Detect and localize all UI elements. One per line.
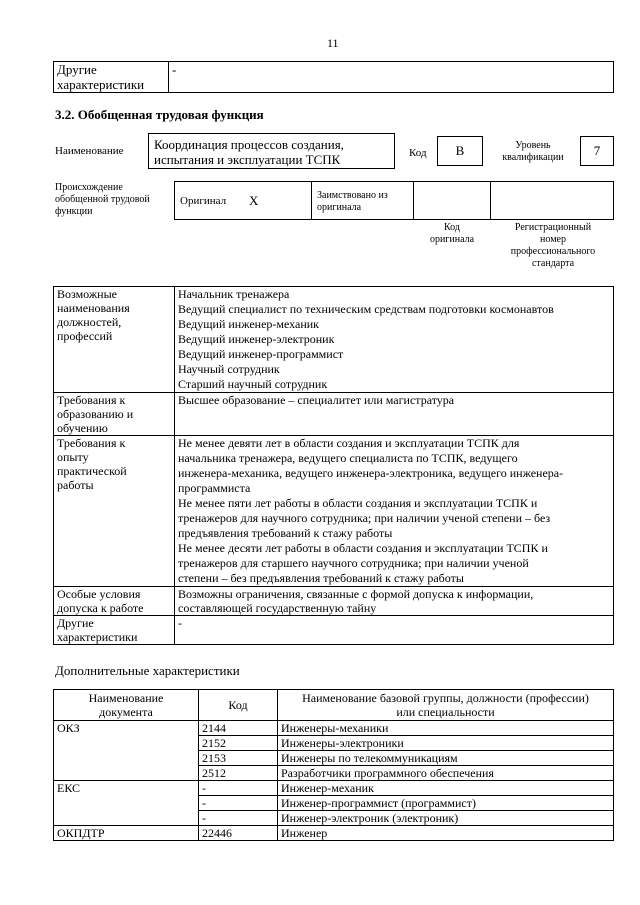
row-code: 2153 [199,751,278,766]
education-row [54,393,614,436]
table-row [54,781,614,796]
position-item: Ведущий специалист по техническим средствам подготовки космонавтов [178,302,554,316]
table-row [54,826,614,841]
row-name: Инженер [278,826,614,841]
positions-label: Возможные наименования должностей, профессий [54,287,175,393]
top-other-characteristics-table [53,61,614,93]
section-title: 3.2. Обобщенная трудовая функция [55,107,264,122]
row-code: - [199,811,278,826]
origin-divider-3 [490,182,491,219]
row-name: Инженеры по телекоммуникациям [278,751,614,766]
origin-divider-2 [413,182,414,219]
experience-row [54,436,614,587]
position-item: Начальник тренажера [178,287,290,301]
row-document: ОКПДТР [54,826,199,841]
other-label: Другие характеристики [54,616,175,645]
original-label: Оригинал [180,195,227,207]
position-item: Ведущий инженер-программист [178,347,344,361]
row-code: 2512 [199,766,278,781]
row-document [54,736,199,751]
position-item: Старший научный сотрудник [178,377,328,391]
row-name: Инженеры-электроники [278,736,614,751]
table-row [54,721,614,736]
main-characteristics-table [53,286,614,645]
row-document: ОКЗ [54,721,199,736]
top-other-value: - [169,62,614,93]
additional-characteristics-table [53,689,614,841]
table-row [54,796,614,811]
table-row [54,751,614,766]
row-document [54,811,199,826]
additional-title: Дополнительные характеристики [55,663,240,678]
level-label: Уровень квалификации [502,140,564,163]
conditions-value: Возможны ограничения, связанные с формой допуска к информации, составляющей государственную тайну [175,587,614,616]
positions-list [175,287,614,393]
header-name: Наименование базовой группы, должности (профессии) или специальности [278,690,614,721]
conditions-row [54,587,614,616]
row-name: Инженер-электроник (электроник) [278,811,614,826]
row-document [54,751,199,766]
education-label: Требования к образованию и обучению [54,393,175,436]
position-item: Ведущий инженер-электроник [178,332,335,346]
table-row [54,811,614,826]
top-other-label: Другие характеристики [54,62,169,93]
table-row [54,736,614,751]
experience-value: Не менее девяти лет в области создания и эксплуатации ТСПК для начальника тренажера, ведущего специалиста по ТСПК, ведущего инженера-механика, ведущего инженера-электроника, ведущего инженера- программиста Не менее пяти лет работы в области создания и эксплуатации ТСПК и тренажеров для научного сотрудника; при наличии ученой степени – без предъявления требований к стажу работы Не менее десяти лет работы в области создания и эксплуатации ТСПК и тренажеров для старшего научного сотрудника; при наличии ученой степени – без предъявления требований к стажу работы [175,436,614,587]
row-code: 2152 [199,736,278,751]
positions-row [54,287,614,393]
add-table-header [54,690,614,721]
position-item: Ведущий инженер-механик [178,317,320,331]
origin-divider-1 [311,182,312,219]
other-row [54,616,614,645]
header-document: Наименование документа [54,690,199,721]
origin-table [174,181,614,220]
row-name: Инженер-механик [278,781,614,796]
row-document [54,766,199,781]
original-mark: X [249,193,259,208]
experience-label: Требования к опыту практической работы [54,436,175,587]
origin-label: Происхождение обобщенной трудовой функции [55,182,150,217]
row-name: Инженеры-механики [278,721,614,736]
name-label: Наименование [55,145,124,157]
conditions-label: Особые условия допуска к работе [54,587,175,616]
code-value-box: B [437,136,483,166]
level-value-box: 7 [580,136,614,166]
table-row [54,766,614,781]
code-original-caption: Код оригинала [429,222,475,245]
row-name: Инженер-программист (программист) [278,796,614,811]
education-value: Высшее образование – специалитет или магистратура [175,393,614,436]
position-item: Научный сотрудник [178,362,280,376]
registration-number-caption: Регистрационный номер профессионального стандарта [510,222,596,269]
borrowed-label: Заимствовано из оригинала [317,190,388,213]
row-code: - [199,796,278,811]
row-document [54,796,199,811]
page-number: 11 [327,36,339,50]
header-code: Код [199,690,278,721]
row-code: - [199,781,278,796]
row-document: ЕКС [54,781,199,796]
row-name: Разработчики программного обеспечения [278,766,614,781]
other-value: - [175,616,614,645]
row-code: 22446 [199,826,278,841]
code-label: Код [409,147,427,159]
row-code: 2144 [199,721,278,736]
function-name-box: Координация процессов создания, испытания и эксплуатации ТСПК [148,133,395,169]
